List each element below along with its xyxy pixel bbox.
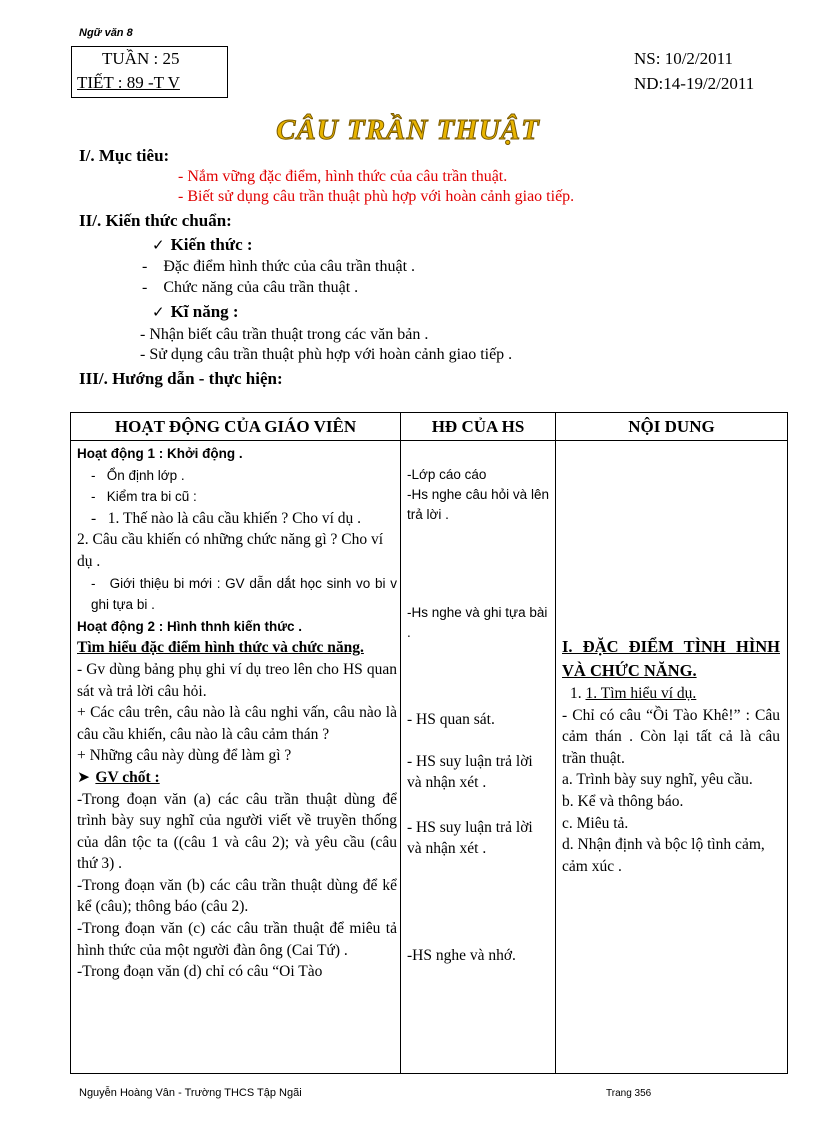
find-heading: Tìm hiểu đặc điểm hình thức và chức năng. (77, 639, 364, 657)
paragraph: -Trong đoạn văn (b) các câu trần thuật dùng để kể kể (câu); thông báo (câu 2). (77, 876, 397, 916)
footer-page: Trang 356 (606, 1088, 652, 1099)
paragraph: + Các câu trên, câu nào là câu nghi vấn, câu nào là câu cầu khiến, câu nào là câu cảm thán ? (77, 704, 397, 743)
list-item: - Kiểm tra bi cũ : (91, 489, 197, 505)
question-2: 2. Câu cầu khiến có những chức năng gì ? Cho ví dụ . (77, 531, 384, 570)
student-note-6: - HS suy luận trả lời và nhận xét . (407, 819, 533, 857)
content-line: - Chỉ có câu “Ồi Tào Khê!” : Câu cảm thán . Còn lại tất cả là câu trần thuật. (562, 706, 780, 767)
student-note-3: -Hs nghe và ghi tựa bài . (407, 605, 548, 640)
paragraph: -Trong đoạn văn (d) chỉ có câu “Oi Tào (77, 963, 323, 981)
col-header-student: HĐ CỦA HS (431, 417, 525, 436)
question-1: - 1. Thế nào là câu cầu khiến ? Cho ví dụ . (91, 509, 362, 527)
footer-author: Nguyễn Hoàng Vân - Trường THCS Tập Ngãi (79, 1087, 302, 1099)
student-note-1: -Lớp cáo cáo (407, 467, 487, 482)
standard-heading: II/. Kiến thức chuẩn: (79, 211, 232, 230)
student-note-5: - HS suy luận trả lời và nhận xét . (407, 753, 533, 791)
content-column (562, 635, 780, 877)
col-header-content: NỘI DUNG (628, 417, 715, 436)
content-line: b. Kể và thông báo. (562, 792, 684, 810)
week-label: TUẦN : 25 (102, 49, 180, 68)
paragraph: - Gv dùng bảng phụ ghi ví dụ treo lên cho HS quan sát và trả lời câu hỏi. (77, 660, 397, 700)
skills-heading: ✓ Kĩ năng : (152, 302, 239, 321)
list-item: - Ổn định lớp . (91, 467, 185, 483)
ns-date: NS: 10/2/2011 (634, 49, 734, 68)
list-item: - Giới thiệu bi mới : GV dẫn dắt học sinh vo bi v ghi tựa bi . (91, 575, 397, 613)
knowledge-item-2: - Chức năng của câu trần thuật . (142, 279, 359, 296)
activity-1: Hoạt động 1 : Khởi động . (77, 446, 243, 461)
conclude-heading: ➤ GV chốt : (77, 767, 160, 786)
student-note-7: -HS nghe và nhớ. (407, 947, 516, 964)
lesson-table (70, 412, 788, 1074)
teacher-column (77, 443, 397, 983)
nd-date: ND:14-19/2/2011 (634, 74, 755, 93)
objectives-heading: I/. Mục tiêu: (79, 146, 170, 165)
objective-1: - Nắm vững đặc điểm, hình thức của câu trần thuật. (178, 168, 508, 185)
checkmark-icon: ✓ (152, 236, 165, 254)
arrow-icon: ➤ (77, 767, 96, 786)
lesson-label: TIẾT : 89 -T V (77, 73, 180, 92)
student-note-4: - HS quan sát. (407, 711, 495, 728)
content-heading: I. ĐẶC ĐIỂM TÌNH HÌNH VÀ CHỨC NĂNG. (562, 637, 780, 680)
content-line: d. Nhận định và bộc lộ tình cảm, cảm xúc . (562, 836, 765, 875)
skill-item-1: - Nhận biết câu trần thuật trong các văn bản . (140, 326, 429, 343)
student-note-2: -Hs nghe câu hỏi và lên trả lời . (407, 487, 549, 522)
paragraph: -Trong đoạn văn (a) các câu trần thuật dùng để trình bày suy nghĩ của người viết về truyền thống của dân tộc ta ((câu 1 và câu 2); và yêu cầu (câu thứ 3) . (77, 790, 397, 873)
content-line: a. Trình bày suy nghĩ, yêu cầu. (562, 771, 753, 789)
week-box (71, 46, 228, 98)
knowledge-heading: ✓ Kiến thức : (152, 235, 253, 254)
knowledge-item-1: - Đặc điểm hình thức của câu trần thuật . (142, 258, 416, 275)
col-header-teacher: HOẠT ĐỘNG CỦA GIÁO VIÊN (114, 417, 357, 436)
page-title: CÂU TRẦN THUẬT (276, 114, 540, 146)
objective-2: - Biết sử dụng câu trần thuật phù hợp với hoàn cảnh giao tiếp. (178, 188, 575, 205)
subject-label: Ngữ văn 8 (79, 27, 133, 39)
activity-2: Hoạt động 2 : Hình thnh kiến thức . (77, 618, 303, 634)
skill-item-2: - Sử dụng câu trần thuật phù hợp với hoàn cảnh giao tiếp . (140, 346, 513, 363)
guide-heading: III/. Hướng dẫn - thực hiện: (79, 369, 283, 388)
content-line: c. Miêu tả. (562, 814, 629, 832)
content-subheading: 1. 1. Tìm hiểu ví dụ. (570, 685, 697, 702)
paragraph: + Những câu này dùng để làm gì ? (77, 747, 292, 765)
checkmark-icon: ✓ (152, 303, 165, 321)
paragraph: -Trong đoạn văn (c) các câu trần thuật để miêu tả hình thức của một người đàn ông (Cai Tứ) . (77, 920, 397, 959)
